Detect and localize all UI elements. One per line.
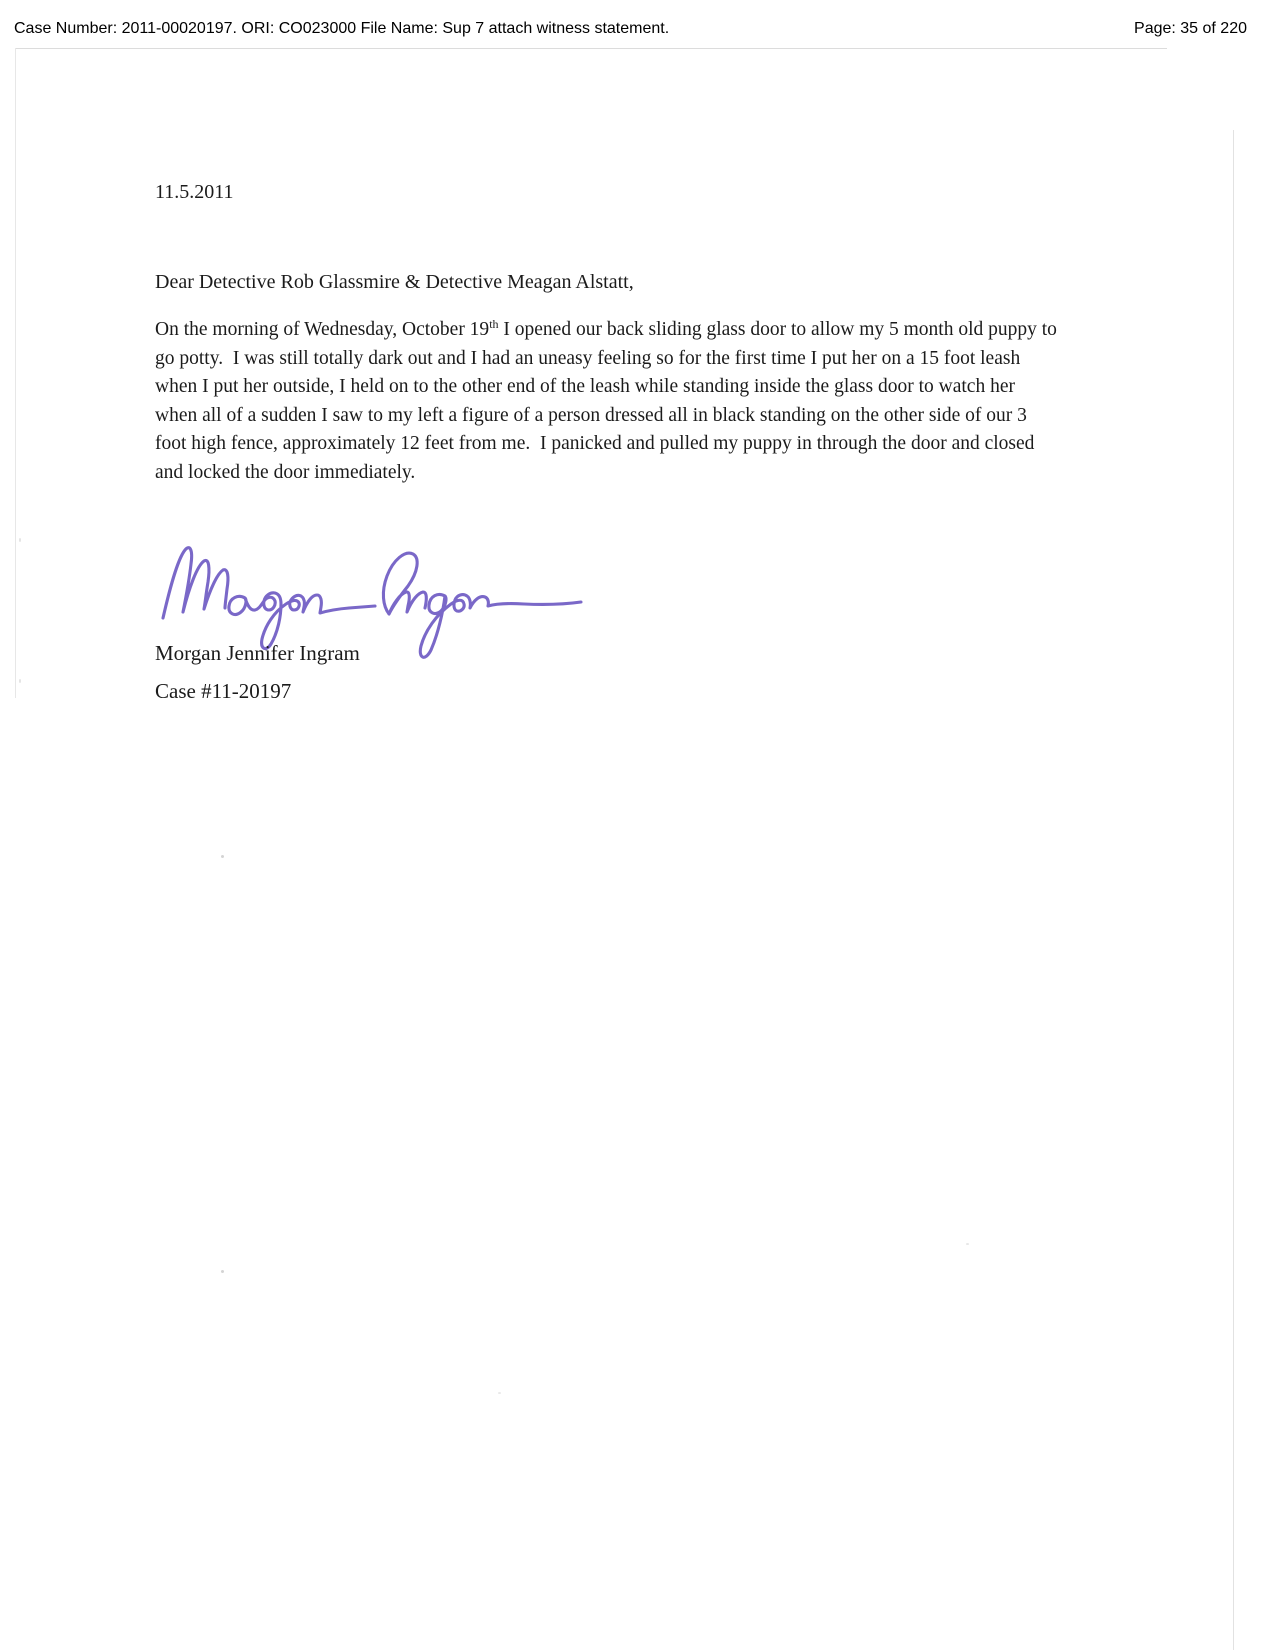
signature-stroke-morgan-m xyxy=(163,548,228,618)
scan-speck xyxy=(19,679,21,683)
body-text-after-superscript: I opened our back sliding glass door to allow my 5 month old puppy to go potty. I was still totally dark out and I had an uneasy feeling so for the first time I put her on a 15 foot leash when I put her outside, I held on to the other end of the leash while standing inside the glass door to watch her when all of a sudden I saw to my left a figure of a person dressed all in black standing on the other side of our 3 foot high fence, approximately 12 feet from me. I panicked and pulled my puppy in through the door and closed and locked the door immediately. xyxy=(155,319,1062,483)
signature-stroke-ingram-cap xyxy=(383,553,426,614)
signature-stroke-ingram-tail xyxy=(420,594,581,657)
scan-edge-left xyxy=(15,48,16,698)
scan-edge-right xyxy=(1233,130,1234,1650)
scan-speck xyxy=(221,855,224,858)
scan-edge-top xyxy=(15,48,1167,49)
case-reference: Case #11-20197 xyxy=(155,679,292,703)
document-header xyxy=(14,18,1247,40)
letter-body-paragraph xyxy=(155,316,1062,487)
ordinal-superscript: th xyxy=(489,317,499,331)
scan-speck xyxy=(19,538,21,542)
case-file-info: Case Number: 2011-00020197. ORI: CO023000 File Name: Sup 7 attach witness statement. xyxy=(14,20,670,37)
scan-speck xyxy=(966,1243,969,1245)
scan-speck xyxy=(498,1392,501,1394)
letter-salutation: Dear Detective Rob Glassmire & Detective Meagan Alstatt, xyxy=(155,271,634,293)
letter-date: 11.5.2011 xyxy=(155,181,234,203)
page-indicator: Page: 35 of 220 xyxy=(1134,20,1247,37)
body-text-before-superscript: On the morning of Wednesday, October 19 xyxy=(155,319,490,340)
typed-signer-name: Morgan Jennifer Ingram xyxy=(155,641,360,665)
scan-speck xyxy=(221,1270,224,1273)
